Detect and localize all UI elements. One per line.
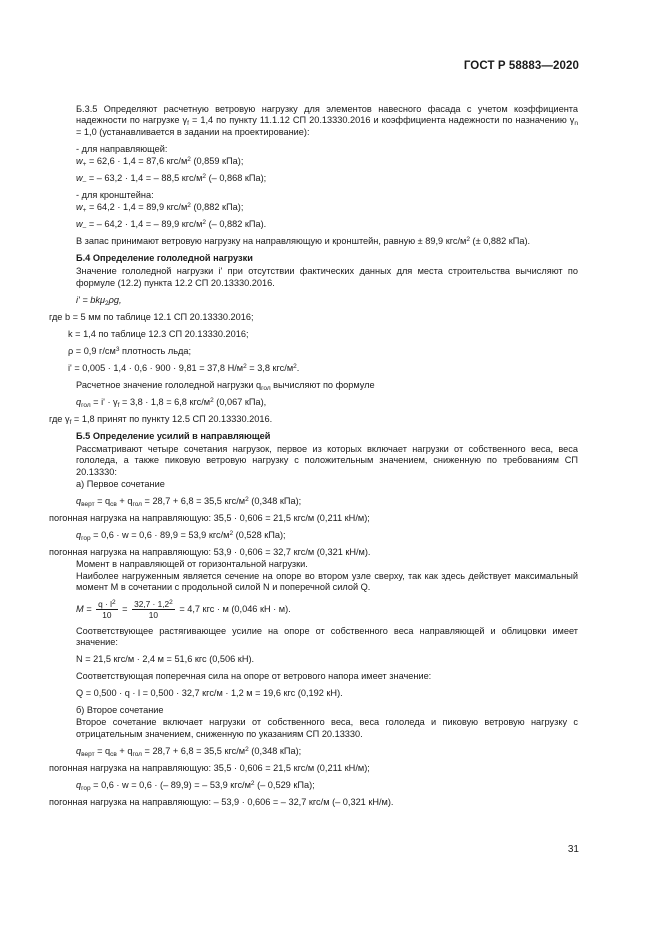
paragraph-critical-section: Наиболее нагруженным является сечение на опоре во втором узле сверху, так как здесь действует максимальный момент M в сочетании с продольной силой N и поперечной силой Q. xyxy=(76,570,578,593)
formula-w-minus-rail: $w_-$ = – 63,2 · 1,4 = – 88,5 кгс/$м^2$ (– 0,868 кПа); xyxy=(76,172,267,185)
paragraph-combinations: Рассматривают четыре сочетания нагрузок, первое из которых включает нагрузки от собственного веса, веса гололеда, а также пиковую ветровую нагрузку с положительным значением, сниженную по требованиям СП 20.13330: xyxy=(76,444,578,477)
paragraph-ice-design: Расчетное значение гололедной нагрузки $q_{гол}$ вычисляют по формуле xyxy=(76,379,375,392)
subheading-first-combination: а) Первое сочетание xyxy=(76,478,165,489)
linear-load-vert-2: погонная нагрузка на направляющую: 35,5 · 0,606 = 21,5 кгс/м (0,211 кН/м); xyxy=(49,762,370,773)
formula-q-vert-1: $q_{верт} = q_{св} + q_{гол} = 28,7 + 6,8 = 35,5$ кгс/$м^2$ (0,348 кПа); xyxy=(76,495,302,508)
list-item-rail: - для направляющей: xyxy=(76,143,168,154)
formula-w-plus-bracket: $w_+ = 64,2 \cdot 1,4 = 89,9$ кгс/$м^2$ (0,882 кПа); xyxy=(76,201,244,214)
section-heading-b4: Б.4 Определение гололедной нагрузки xyxy=(76,252,253,263)
formula-q-shear: Q = 0,500 · q · l = 0,500 · 32,7 кгс/м · 1,2 м = 19,6 кгс (0,192 кН). xyxy=(76,688,343,699)
section-heading-b5: Б.5 Определение усилий в направляющей xyxy=(76,430,271,441)
paragraph-b35: Б.3.5 Определяют расчетную ветровую нагрузку для элементов навесного фасада с учетом коэффициента надежности по нагрузке $\gamma_f = 1,4$ по пункту 11.1.12 СП 20.13330.2016 и коэффициента надежности по назначению $\gamma_n = 1,0$ (устанавливается в задании на проектирование): xyxy=(76,104,579,137)
standard-header: ГОСТ Р 58883—2020 xyxy=(463,60,579,72)
paragraph-tension: Соответствующее растягивающее усилие на опоре от собственного веса направляющей и облицовки имеет значение: xyxy=(76,625,578,648)
linear-load-hor-2: погонная нагрузка на направляющую: – 53,9 · 0,606 = – 32,7 кгс/м (– 0,321 кН/м). xyxy=(49,796,394,807)
formula-q-hor-1: $q_{гор} = 0,6 \cdot w = 0,6 \cdot 89,9 = 53,9$ кгс/$м^2$ (0,528 кПа); xyxy=(76,529,286,542)
linear-load-hor-1: погонная нагрузка на направляющую: 53,9 · 0,606 = 32,7 кгс/м (0,321 кН/м). xyxy=(49,546,371,557)
where-rho: ρ = 0,9 $г/см^3$ плотность льда; xyxy=(68,345,192,356)
where-gamma-f: где $\gamma_f = 1,8$ принят по пункту 12.5 СП 20.13330.2016. xyxy=(49,413,273,426)
formula-q-hor-2: $q_{гор} = 0,6 \cdot w = 0,6$ · (– 89,9) = – 53,9 кгс/$м^2$ (– 0,529 кПа); xyxy=(76,779,315,792)
paragraph-second-combination: Второе сочетание включает нагрузки от собственного веса, веса гололеда и пиковую ветровую нагрузку с отрицательным значением, сниженную по указаниям СП 20.13330. xyxy=(76,717,578,739)
formula-moment: M = $\frac{q \cdot l^2}{10}$ = $\frac{32,7 \cdot 1,2^2}{10}$ = 4,7 кгс · м (0,046 кН · м). xyxy=(76,599,291,621)
formula-q-vert-2: $q_{верт} = q_{св} + q_{гол} = 28,7 + 6,8 = 35,5$ кгс/$м^2$ (0,348 кПа); xyxy=(76,745,302,758)
list-item-bracket: - для кронштейна: xyxy=(76,189,154,200)
paragraph-shear: Соответствующая поперечная сила на опоре от ветрового напора имеет значение: xyxy=(76,671,432,682)
paragraph-ice-load: Значение гололедной нагрузки i' при отсутствии фактических данных для места строительства вычисляют по формуле (12.2) пункта 12.2 СП 20.13330.2016. xyxy=(76,266,578,288)
formula-n: N = 21,5 кгс/м · 2,4 м = 51,6 кгс (0,506 кН). xyxy=(76,654,255,665)
formula-ice-value: i' = 0,005 · 1,4 · 0,6 · 900 · 9,81 = 37,8 $Н/м^2 = 3,8$ кгс/$м^2$. xyxy=(68,362,300,373)
formula-ice-general: i' = bkμ$_2$ρg, xyxy=(76,294,122,307)
paragraph-wind-reserve: В запас принимают ветровую нагрузку на направляющую и кронштейн, равную ± 89,9 кгс/$м^2$ (± 0,882 кПа). xyxy=(76,235,531,246)
paragraph-moment: Момент в направляющей от горизонтальной нагрузки. xyxy=(76,558,308,569)
formula-w-minus-bracket: $w_-$ = – 64,2 · 1,4 = – 89,9 кгс/$м^2$ (– 0,882 кПа). xyxy=(76,218,267,231)
formula-w-plus-rail: $w_+ = 62,6 \cdot 1,4 = 87,6$ кгс/$м^2$ (0,859 кПа); xyxy=(76,155,244,168)
fraction-ql2: $\frac{q \cdot l^2}{10}$ xyxy=(98,599,116,621)
where-k: k = 1,4 по таблице 12.3 СП 20.13330.2016; xyxy=(68,328,249,339)
fraction-numeric: $\frac{32,7 \cdot 1,2^2}{10}$ xyxy=(134,599,173,621)
formula-q-ice: $q_{гол} = i' \cdot \gamma_f = 3,8 \cdot 1,8 = 6,8$ кгс/$м^2$ (0,067 кПа), xyxy=(76,396,267,409)
document-body xyxy=(49,104,578,814)
where-b: где b = 5 мм по таблице 12.1 СП 20.13330.2016; xyxy=(49,311,254,322)
linear-load-vert-1: погонная нагрузка на направляющую: 35,5 · 0,606 = 21,5 кгс/м (0,211 кН/м); xyxy=(49,512,370,523)
page-number: 31 xyxy=(567,844,579,855)
subheading-second-combination: б) Второе сочетание xyxy=(76,705,164,716)
